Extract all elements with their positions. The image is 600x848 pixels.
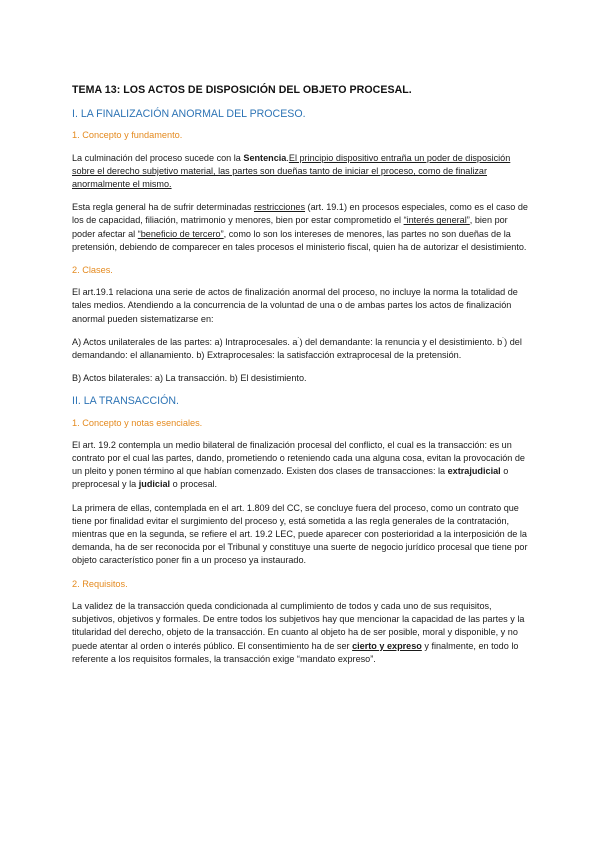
text-run: Esta regla general ha de sufrir determinadas [72,202,254,213]
paragraph-culminacion [72,152,530,192]
superscript-mark: ´ [297,337,300,344]
text-run: La culminación del proceso sucede con la [72,152,244,163]
text-run: o procesal. [170,479,218,490]
section-heading-transaccion: II. LA TRANSACCIÓN. [72,395,179,408]
paragraph-actos-unilaterales [72,336,530,362]
text-run: o preprocesal y la [72,466,509,490]
text-run: ) del demandante: la renuncia y el desistimiento. b [299,336,503,347]
subheading-concepto-notas: 1. Concepto y notas esenciales. [72,417,203,428]
superscript-mark: ´ [502,337,505,344]
subheading-requisitos: 2. Requisitos. [72,578,128,589]
paragraph-validez [72,600,530,666]
paragraph-art-19-2 [72,439,530,492]
text-run: (art. 19.1) en procesos especiales, como es el caso de los de capacidad, filiación, matrimonio y menores, bien por estar comprometido el [72,202,528,226]
text-run: . [286,152,289,163]
underlined-beneficio-tercero: “beneficio de tercero” [137,228,224,239]
subheading-clases: 2. Clases. [72,265,113,276]
text-run: La validez de la transacción queda condicionada al cumplimiento de todos y cada uno de sus requisitos, subjetivos, objetivos y formales. De entre todos los subjetivos hay que mencionar la capacidad de las partes y la titularidad del derecho, objeto de la transacción. En cuanto al objeto ha de ser posible, moral y disponible, y no puede atentar al orden o interés público. El consentimiento ha de ser [72,600,525,651]
section-heading-finalizacion: I. LA FINALIZACIÓN ANORMAL DEL PROCESO. [72,108,306,121]
paragraph-actos-bilaterales: B) Actos bilaterales: a) La transacción. b) El desistimiento. [72,373,307,384]
paragraph-restricciones [72,201,530,254]
bold-term-judicial: judicial [138,479,171,490]
text-run: y finalmente, en todo lo referente a los requisitos formales, la transacción exige “mandato expreso”. [72,640,519,664]
document-title: TEMA 13: LOS ACTOS DE DISPOSICIÓN DEL OBJETO PROCESAL. [72,84,412,96]
document-content [72,84,530,676]
paragraph-primera-de-ellas: La primera de ellas, contemplada en el art. 1.809 del CC, se concluye fuera del proceso, como un contrato que tiene por finalidad evitar el surgimiento del proceso y, está sometida a las regla generales de la contratación, mientras que en la segunda, se refiere el art. 19.2 LEC, puede aparecer con posterioridad a la interposición de la demanda, ha de ser reconocida por el Tribunal y constituye una suerte de negocio jurídico procesal que tiene por objeto característico poner fin a un proceso ya instaurado. [72,502,528,566]
text-run: , bien por poder afectar al [72,215,508,239]
text-run: , como lo son los intereses de menores, las partes no son dueñas de la pretensión, debiendo de comparecer en tales procesos el ministerio fiscal, quien ha de autorizar el desistimiento. [72,228,527,252]
paragraph-art-19-1: El art.19.1 relaciona una serie de actos de finalización anormal del proceso, no incluye la norma la totalidad de tales medios. Atendiendo a la concurrencia de la voluntad de una o de ambas partes los actos de finalización anormal pueden sistematizarse en: [72,287,518,324]
bold-term-extrajudicial: extrajudicial [447,466,501,477]
underlined-cierto-expreso: cierto y expreso [352,640,422,651]
underlined-principio-dispositivo: El principio dispositivo entraña un poder de disposición sobre el derecho subjetivo material, las partes son dueñas tanto de iniciar el proceso, como de finalizar anormalmente el mismo. [72,152,511,190]
text-run: El art. 19.2 contempla un medio bilateral de finalización procesal del conflicto, el cual es la transacción: es un contrato por el cual las partes, dando, prometiendo o reteniendo cada una alguna cosa, evitan la provocación de un pleito y ponen término al que habían comenzado. Existen dos clases de transacciones: la [72,439,525,477]
subheading-concepto-fundamento: 1. Concepto y fundamento. [72,130,183,141]
underlined-restricciones: restricciones [253,202,306,213]
text-run: ) del demandando: el allanamiento. b) Extraprocesales: la satisfacción extraprocesal de la pretensión. [72,336,522,361]
bold-term-sentencia: Sentencia [243,152,287,163]
underlined-interes-general: “interés general” [403,215,470,226]
text-run: A) Actos unilaterales de las partes: a) Intraprocesales. a [72,336,298,347]
